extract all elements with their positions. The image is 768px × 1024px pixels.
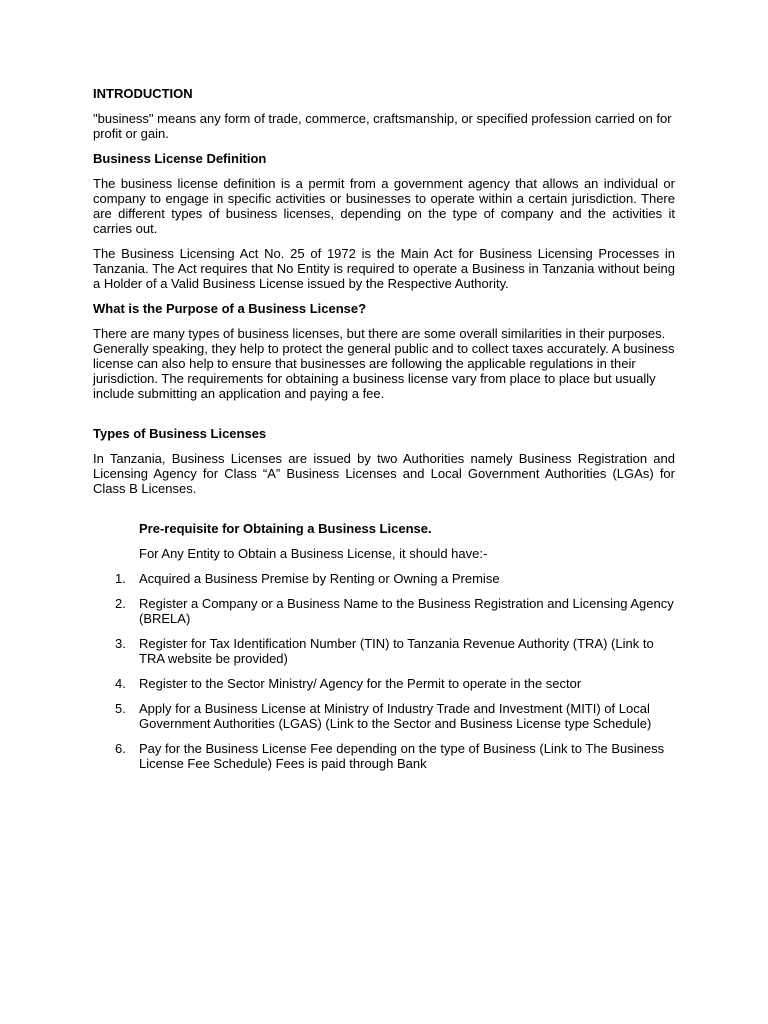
types-heading: Types of Business Licenses [93, 426, 267, 441]
list-item [93, 571, 675, 586]
prereq-list [93, 571, 675, 771]
prereq-intro: For Any Entity to Obtain a Business License, it should have:- [139, 546, 488, 561]
list-item-number: 1. [115, 571, 126, 586]
list-item-text: Register a Company or a Business Name to the Business Registration and Licensing Agency (BRELA) [139, 596, 674, 626]
list-item-number: 2. [115, 596, 126, 611]
spacer [93, 506, 675, 521]
definition-paragraph-2: The Business Licensing Act No. 25 of 1972 is the Main Act for Business Licensing Processes in Tanzania. The Act requires that No Entity is required to operate a Business in Tanzania without being a Holder of a Valid Business License issued by the Respective Authority. [93, 246, 675, 291]
list-item-number: 3. [115, 636, 126, 651]
list-item-text: Register for Tax Identification Number (TIN) to Tanzania Revenue Authority (TRA) (Link to TRA website be provided) [139, 636, 654, 666]
spacer [93, 411, 675, 426]
list-item-text: Pay for the Business License Fee depending on the type of Business (Link to The Business License Fee Schedule) Fees is paid through Bank [139, 741, 665, 771]
intro-heading: INTRODUCTION [93, 86, 193, 101]
list-item-number: 6. [115, 741, 126, 756]
list-item [93, 636, 675, 666]
purpose-heading: What is the Purpose of a Business License? [93, 301, 367, 316]
intro-paragraph: "business" means any form of trade, commerce, craftsmanship, or specified profession carried on for profit or gain. [93, 111, 672, 141]
list-item [93, 596, 675, 626]
list-item [93, 676, 675, 691]
list-item [93, 701, 675, 731]
list-item [93, 741, 675, 771]
list-item-number: 4. [115, 676, 126, 691]
definition-paragraph-1: The business license definition is a permit from a government agency that allows an individual or company to engage in specific activities or businesses to operate within a certain jurisdiction. There are different types of business licenses, depending on the type of company and the activities it carries out. [93, 176, 675, 236]
purpose-paragraph: There are many types of business licenses, but there are some overall similarities in their purposes. Generally speaking, they help to protect the general public and to collect taxes accurately. A business license can also help to ensure that businesses are following the applicable regulations in their jurisdiction. The requirements for obtaining a business license vary from place to place but usually include submitting an application and paying a fee. [93, 326, 675, 401]
document-page [93, 86, 675, 781]
list-item-text: Acquired a Business Premise by Renting or Owning a Premise [139, 571, 500, 586]
list-item-number: 5. [115, 701, 126, 716]
prereq-heading: Pre-requisite for Obtaining a Business License. [139, 521, 432, 536]
types-paragraph: In Tanzania, Business Licenses are issued by two Authorities namely Business Registration and Licensing Agency for Class “A” Business Licenses and Local Government Authorities (LGAs) for Class B Licenses. [93, 451, 675, 496]
list-item-text: Register to the Sector Ministry/ Agency for the Permit to operate in the sector [139, 676, 582, 691]
definition-heading: Business License Definition [93, 151, 267, 166]
list-item-text: Apply for a Business License at Ministry of Industry Trade and Investment (MITI) of Local Government Authorities (LGAS) (Link to the Sector and Business License type Schedule) [139, 701, 652, 731]
